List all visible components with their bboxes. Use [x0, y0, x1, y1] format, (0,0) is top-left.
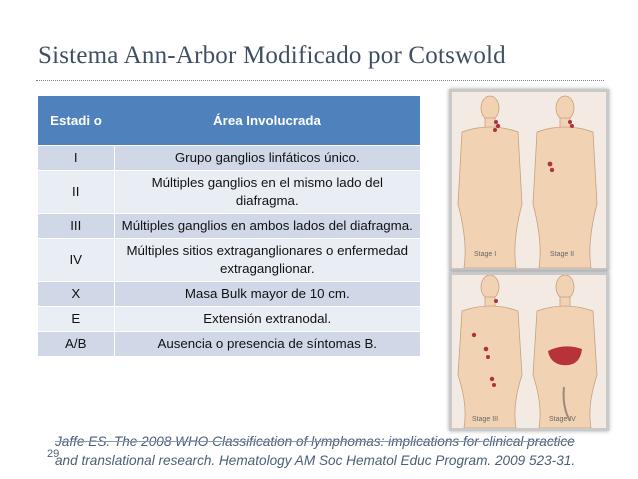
header-stage: Estadi o — [38, 96, 114, 146]
stage-cell: II — [38, 171, 114, 214]
stage-i-ii-illustration — [449, 89, 609, 271]
title-divider — [36, 80, 604, 81]
stage-cell: IV — [38, 239, 114, 282]
header-area: Área Involucrada — [114, 96, 420, 146]
table-row — [38, 146, 420, 171]
table-row — [38, 214, 420, 239]
staging-table — [38, 96, 420, 357]
table-row — [38, 307, 420, 332]
area-cell: Múltiples sitios extraganglionares o enfermedad extraganglionar. — [114, 239, 420, 282]
stage-cell: E — [38, 307, 114, 332]
caption-stage-i: Stage I — [474, 251, 497, 258]
page-number: 29 — [47, 448, 60, 460]
citation-line-2: and translational research. Hematology AM Soc Hematol Educ Program. 2009 523-31. — [55, 453, 576, 468]
table-row — [38, 239, 420, 282]
stage-cell: III — [38, 214, 114, 239]
caption-stage-ii: Stage II — [550, 251, 575, 258]
stage-iii-iv-illustration — [449, 272, 609, 431]
caption-stage-iv: Stage IV — [549, 416, 576, 423]
table-row — [38, 282, 420, 307]
table-row — [38, 171, 420, 214]
caption-stage-iii: Stage III — [472, 416, 499, 423]
area-cell: Múltiples ganglios en ambos lados del diafragma. — [114, 214, 420, 239]
table-header-row — [38, 96, 420, 146]
stage-cell: A/B — [38, 332, 114, 357]
citation-line-1: Jaffe ES. The 2008 WHO Classification of lymphomas: implications for clinical practice — [55, 434, 575, 449]
table-row — [38, 332, 420, 357]
citation — [55, 432, 615, 470]
stage-cell: I — [38, 146, 114, 171]
area-cell: Extensión extranodal. — [114, 307, 420, 332]
stage-cell: X — [38, 282, 114, 307]
area-cell: Ausencia o presencia de síntomas B. — [114, 332, 420, 357]
area-cell: Masa Bulk mayor de 10 cm. — [114, 282, 420, 307]
area-cell: Múltiples ganglios en el mismo lado del diafragma. — [114, 171, 420, 214]
area-cell: Grupo ganglios linfáticos único. — [114, 146, 420, 171]
slide-title: Sistema Ann-Arbor Modificado por Cotswold — [38, 42, 506, 69]
